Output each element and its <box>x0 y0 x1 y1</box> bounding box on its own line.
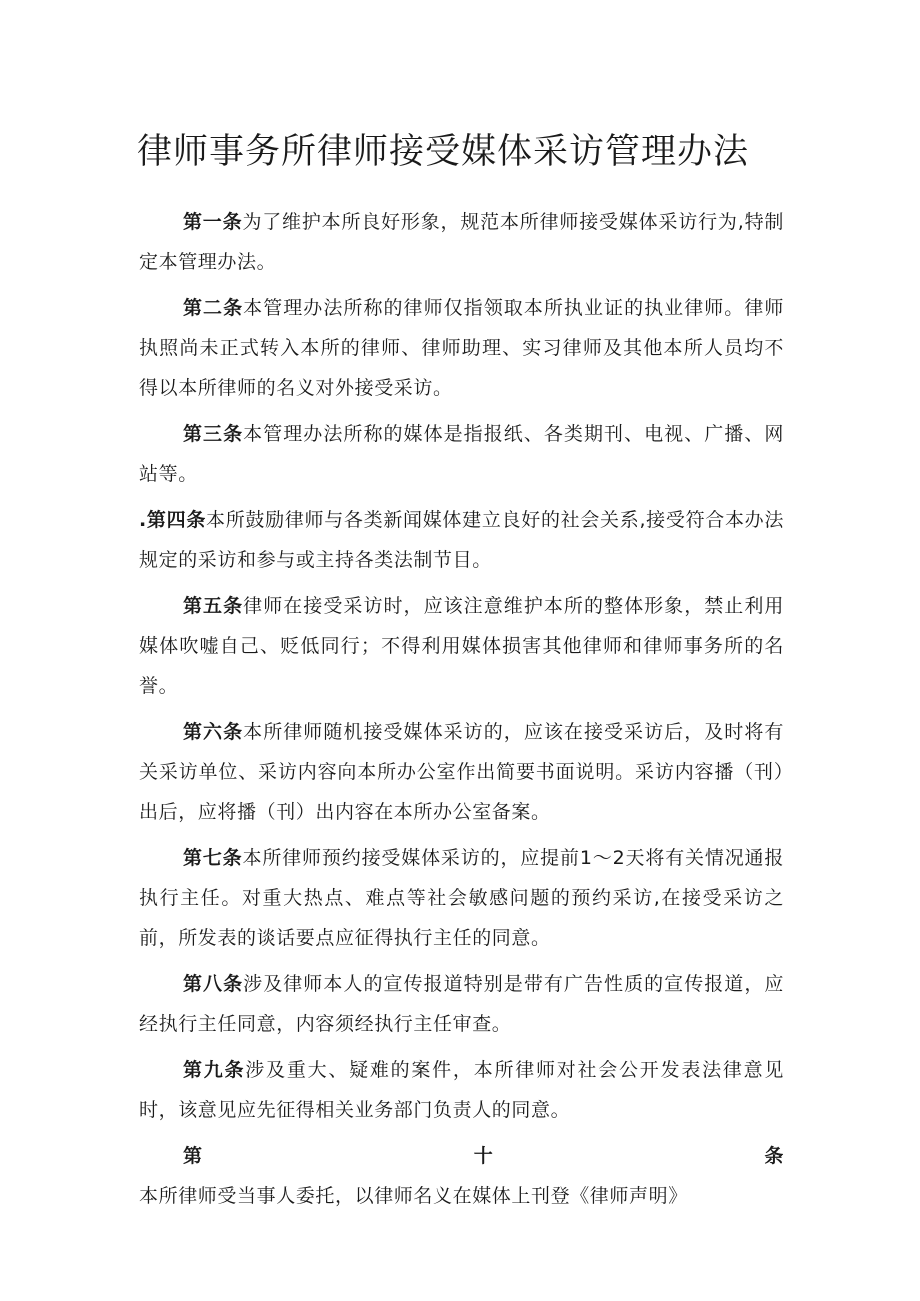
article-number: 第七条 <box>183 847 243 869</box>
article-text: 本管理办法所称的律师仅指领取本所执业证的执业律师。律师执照尚未正式转入本所的律师、律师助理、实习律师及其他本所人员均不得以本所律师的名义对外接受采访。 <box>139 297 784 399</box>
article-number: 第三条 <box>183 423 244 445</box>
article-1 <box>139 202 784 282</box>
article-8 <box>139 964 784 1044</box>
article-7 <box>139 838 784 958</box>
article-9 <box>139 1050 784 1130</box>
article-number: 第八条 <box>183 973 244 995</box>
article-4 <box>139 500 784 580</box>
article-6 <box>139 712 784 832</box>
article-2 <box>139 288 784 408</box>
article-number: 第九条 <box>183 1059 246 1081</box>
article-number: 第一条 <box>183 211 243 233</box>
article-number: 第二条 <box>183 297 244 319</box>
article-text: 本所律师受当事人委托，以律师名义在媒体上刊登《律师声明》 <box>139 1185 688 1207</box>
article-text: 本所律师预约接受媒体采访的，应提前1〜2天将有关情况通报执行主任。对重大热点、难点等社会敏感问题的预约采访,在接受采访之前，所发表的谈话要点应征得执行主任的同意。 <box>139 847 784 949</box>
article-text: 为了维护本所良好形象，规范本所律师接受媒体采访行为,特制定本管理办法。 <box>139 211 784 273</box>
article-text: 本所鼓励律师与各类新闻媒体建立良好的社会关系,接受符合本办法规定的采访和参与或主持各类法制节目。 <box>139 509 784 571</box>
article-text: 律师在接受采访时，应该注意维护本所的整体形象，禁止利用媒体吹嘘自己、贬低同行；不得利用媒体损害其他律师和律师事务所的名誉。 <box>139 595 784 697</box>
article-number: 第五条 <box>183 595 244 617</box>
document-title: 律师事务所律师接受媒体采访管理办法 <box>137 132 750 172</box>
article-prefix-mark: . <box>139 509 147 531</box>
article-number: 第十条 <box>183 1145 784 1167</box>
article-number: 第四条 <box>146 509 207 531</box>
article-10 <box>139 1136 784 1216</box>
article-number: 第六条 <box>183 721 244 743</box>
document-body <box>139 202 784 1222</box>
article-text: 涉及重大、疑难的案件，本所律师对社会公开发表法律意见时，该意见应先征得相关业务部门负责人的同意。 <box>139 1059 784 1121</box>
article-text: 本管理办法所称的媒体是指报纸、各类期刊、电视、广播、网站等。 <box>139 423 784 485</box>
article-text: 本所律师随机接受媒体采访的，应该在接受采访后，及时将有关采访单位、采访内容向本所办公室作出简要书面说明。采访内容播（刊）出后，应将播（刊）出内容在本所办公室备案。 <box>139 721 784 823</box>
article-3 <box>139 414 784 494</box>
article-text: 涉及律师本人的宣传报道特别是带有广告性质的宣传报道，应经执行主任同意，内容须经执行主任审查。 <box>139 973 784 1035</box>
article-5 <box>139 586 784 706</box>
